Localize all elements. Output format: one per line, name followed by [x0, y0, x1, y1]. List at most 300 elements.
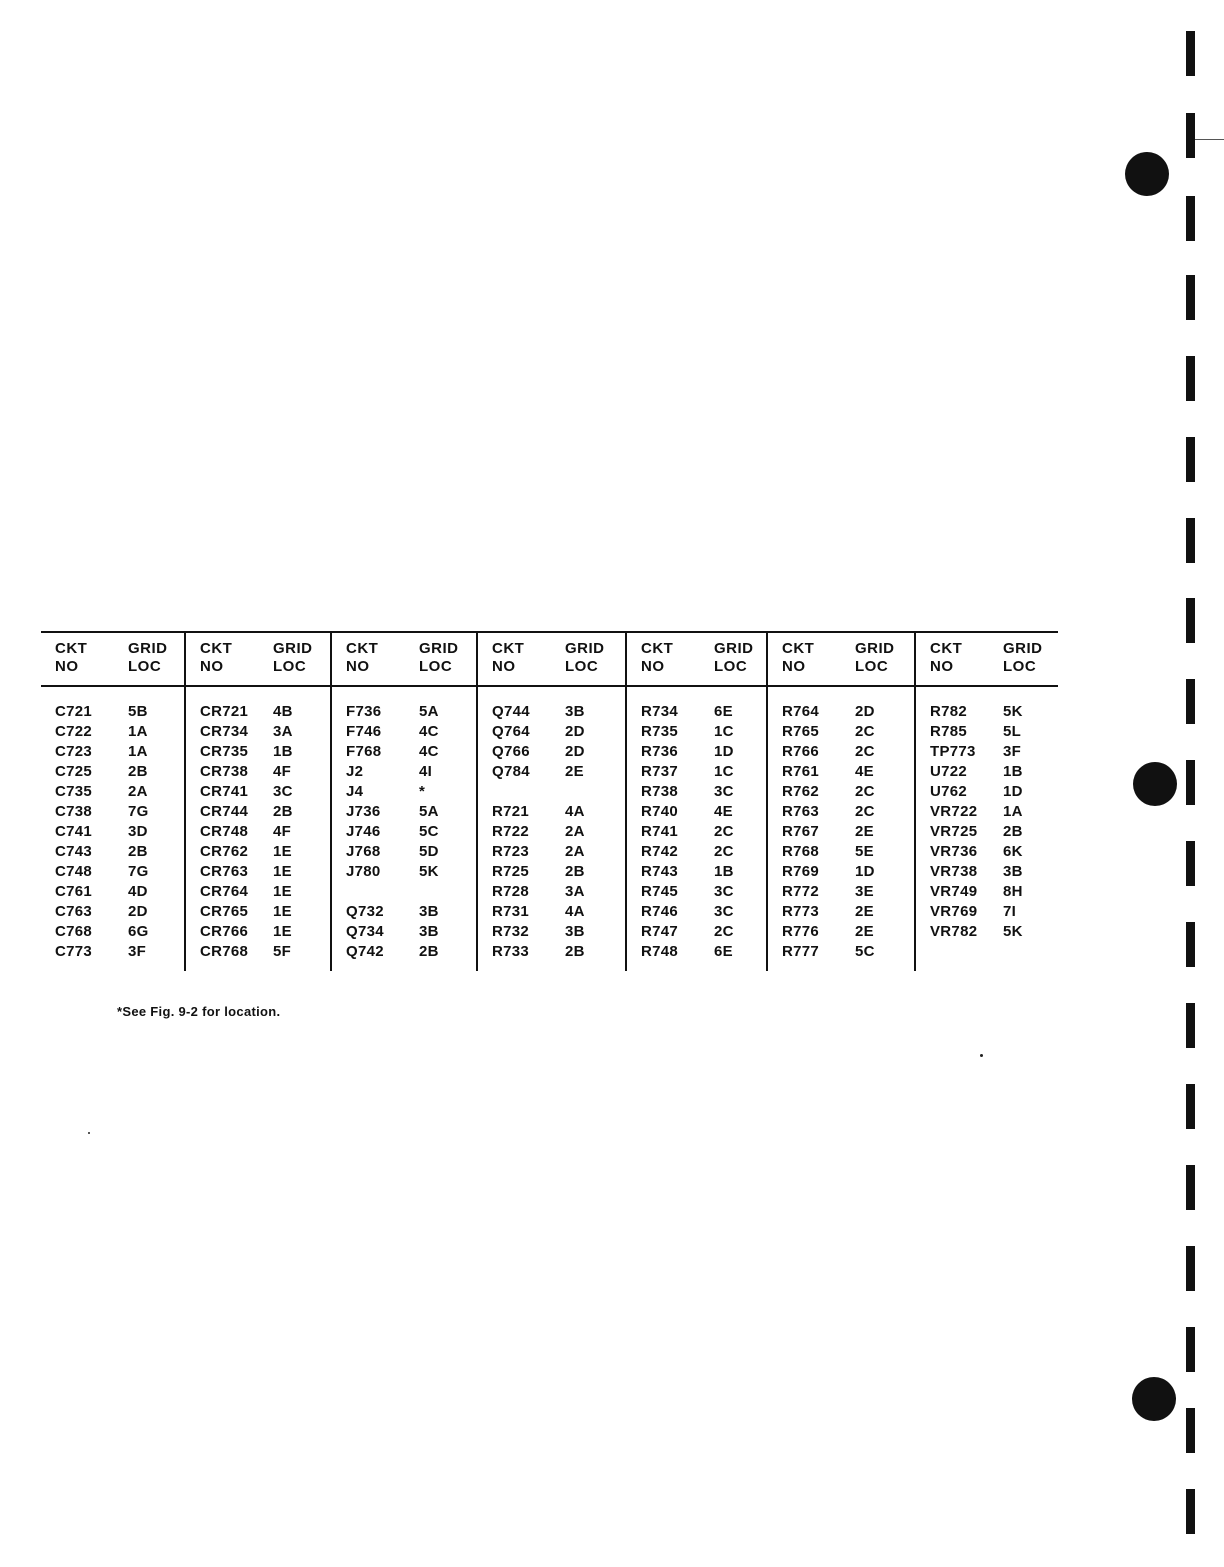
ckt-no-cell: CR765 — [200, 903, 249, 920]
table-row — [478, 942, 627, 962]
ckt-no-cell: Q742 — [346, 943, 384, 960]
binder-tab — [1186, 1003, 1195, 1048]
grid-loc-cell: 1A — [1003, 803, 1023, 820]
ckt-no-cell: CR763 — [200, 863, 249, 880]
ckt-no-cell: CR721 — [200, 703, 249, 720]
grid-loc-cell: 3A — [273, 723, 293, 740]
table-row — [332, 762, 478, 782]
ckt-no-cell: Q766 — [492, 743, 530, 760]
ckt-no-cell: R764 — [782, 703, 820, 720]
table-row — [916, 862, 1060, 882]
ckt-no-cell: R734 — [641, 703, 679, 720]
ckt-no-cell: U722 — [930, 763, 968, 780]
grid-loc-cell: 2A — [565, 823, 585, 840]
grid-loc-cell: 1D — [855, 863, 875, 880]
table-row — [768, 882, 916, 902]
binder-tab — [1186, 31, 1195, 76]
grid-loc-cell: 2C — [714, 823, 734, 840]
ckt-no-cell: R731 — [492, 903, 530, 920]
grid-loc-cell: * — [419, 783, 426, 800]
ckt-no-cell: R741 — [641, 823, 679, 840]
ckt-no-header — [346, 640, 378, 676]
table-row — [332, 902, 478, 922]
ckt-no-cell: Q764 — [492, 723, 530, 740]
table-row — [332, 822, 478, 842]
ckt-no-header — [492, 640, 524, 676]
grid-loc-cell: 5L — [1003, 723, 1022, 740]
grid-loc-cell: 1B — [273, 743, 293, 760]
table-row — [627, 782, 768, 802]
grid-loc-cell: 6G — [128, 923, 149, 940]
table-row — [478, 862, 627, 882]
grid-loc-cell: 1C — [714, 763, 734, 780]
header-line: GRID — [565, 640, 605, 657]
table-row — [332, 802, 478, 822]
header-line: GRID — [419, 640, 459, 657]
table-row — [768, 922, 916, 942]
table-rows — [627, 702, 768, 962]
table-row — [41, 862, 184, 882]
grid-loc-cell: 5C — [419, 823, 439, 840]
grid-loc-cell: 4C — [419, 743, 439, 760]
grid-loc-cell: 1D — [1003, 783, 1023, 800]
grid-loc-header — [273, 640, 313, 676]
grid-loc-cell: 2E — [855, 903, 874, 920]
table-row — [916, 822, 1060, 842]
ckt-no-cell: R728 — [492, 883, 530, 900]
grid-loc-cell: 2C — [855, 803, 875, 820]
column-group-7 — [914, 631, 1060, 971]
table-row — [768, 942, 916, 962]
ckt-no-cell: F768 — [346, 743, 382, 760]
ckt-no-cell: C722 — [55, 723, 93, 740]
table-row — [916, 842, 1060, 862]
table-row — [768, 742, 916, 762]
table-row — [627, 942, 768, 962]
grid-loc-cell: 2C — [855, 783, 875, 800]
grid-loc-cell: 5K — [419, 863, 439, 880]
table-row — [627, 882, 768, 902]
binder-tab — [1186, 1489, 1195, 1534]
ckt-no-cell: R742 — [641, 843, 679, 860]
table-row — [478, 922, 627, 942]
ckt-no-cell: R738 — [641, 783, 679, 800]
grid-loc-cell: 5E — [855, 843, 874, 860]
header-line: CKT — [641, 640, 674, 657]
grid-loc-cell: 4C — [419, 723, 439, 740]
table-row — [332, 842, 478, 862]
table-rows — [41, 702, 184, 962]
table-row — [478, 802, 627, 822]
ckt-no-cell: CR744 — [200, 803, 249, 820]
binder-tab — [1186, 437, 1195, 482]
ckt-no-header — [782, 640, 814, 676]
ckt-no-cell: R746 — [641, 903, 679, 920]
header-line: CKT — [782, 640, 815, 657]
binder-tab — [1186, 196, 1195, 241]
table-row — [332, 942, 478, 962]
table-row — [916, 782, 1060, 802]
scan-speck — [980, 1054, 983, 1057]
grid-loc-cell: 7G — [128, 803, 149, 820]
grid-loc-cell: 4F — [273, 763, 292, 780]
grid-loc-cell: 5F — [273, 943, 292, 960]
binder-tab — [1186, 760, 1195, 805]
grid-loc-cell: 5K — [1003, 923, 1023, 940]
grid-loc-cell: 1B — [1003, 763, 1023, 780]
ckt-no-cell: R745 — [641, 883, 679, 900]
header-line: NO — [641, 658, 665, 675]
ckt-no-cell: R761 — [782, 763, 820, 780]
table-row — [916, 882, 1060, 902]
column-group-5 — [625, 631, 768, 971]
grid-loc-cell: 5K — [1003, 703, 1023, 720]
table-rows — [332, 702, 478, 962]
ckt-no-cell: CR735 — [200, 743, 249, 760]
grid-loc-cell: 1E — [273, 843, 292, 860]
grid-loc-cell: 2C — [855, 723, 875, 740]
table-row — [916, 722, 1060, 742]
header-line: LOC — [714, 658, 748, 675]
table-row — [916, 802, 1060, 822]
grid-loc-cell: 1B — [714, 863, 734, 880]
header-line: LOC — [855, 658, 889, 675]
table-row — [186, 922, 332, 942]
grid-loc-cell: 4A — [565, 903, 585, 920]
ckt-no-cell: J746 — [346, 823, 381, 840]
ckt-no-cell: J736 — [346, 803, 381, 820]
grid-loc-cell: 4A — [565, 803, 585, 820]
grid-loc-cell: 5A — [419, 803, 439, 820]
table-row — [768, 842, 916, 862]
grid-loc-header — [855, 640, 895, 676]
table-row — [768, 762, 916, 782]
header-line: NO — [782, 658, 806, 675]
ckt-no-cell: J768 — [346, 843, 381, 860]
grid-loc-cell: 6K — [1003, 843, 1023, 860]
table-row — [478, 722, 627, 742]
ckt-no-cell: VR782 — [930, 923, 978, 940]
table-row — [41, 922, 184, 942]
column-group-3 — [330, 631, 478, 971]
table-row — [916, 922, 1060, 942]
grid-loc-cell: 3B — [419, 923, 439, 940]
binder-tab — [1186, 679, 1195, 724]
table-row — [186, 822, 332, 842]
ckt-no-cell: J4 — [346, 783, 364, 800]
ckt-no-cell: VR749 — [930, 883, 978, 900]
ckt-no-cell: R735 — [641, 723, 679, 740]
binder-tab — [1186, 598, 1195, 643]
table-row — [627, 842, 768, 862]
table-row — [186, 742, 332, 762]
ckt-no-cell: R737 — [641, 763, 679, 780]
table-row — [41, 842, 184, 862]
table-row — [186, 762, 332, 782]
table-row — [768, 802, 916, 822]
ckt-no-cell: R772 — [782, 883, 820, 900]
ckt-no-cell: CR738 — [200, 763, 249, 780]
table-row — [478, 902, 627, 922]
table-row — [186, 702, 332, 722]
grid-loc-cell: 4B — [273, 703, 293, 720]
table-row — [332, 862, 478, 882]
ckt-no-cell: R740 — [641, 803, 679, 820]
table-row — [41, 822, 184, 842]
ckt-no-cell: Q784 — [492, 763, 530, 780]
column-group-6 — [766, 631, 916, 971]
punch-hole — [1132, 1377, 1176, 1421]
footnote: *See Fig. 9-2 for location. — [117, 1004, 281, 1019]
ckt-no-cell: C725 — [55, 763, 93, 780]
table-row — [916, 702, 1060, 722]
punch-hole — [1133, 762, 1177, 806]
grid-loc-cell: 7I — [1003, 903, 1017, 920]
grid-loc-cell: 2A — [565, 843, 585, 860]
grid-loc-cell: 3B — [419, 903, 439, 920]
ckt-no-cell: R736 — [641, 743, 679, 760]
table-row — [627, 802, 768, 822]
grid-loc-cell: 2C — [855, 743, 875, 760]
header-line: GRID — [855, 640, 895, 657]
header-line: CKT — [55, 640, 88, 657]
grid-loc-header — [419, 640, 459, 676]
ckt-no-cell: F736 — [346, 703, 382, 720]
grid-loc-cell: 1D — [714, 743, 734, 760]
ckt-no-cell: R722 — [492, 823, 530, 840]
binder-tab — [1186, 841, 1195, 886]
grid-loc-cell: 8H — [1003, 883, 1023, 900]
header-line: CKT — [492, 640, 525, 657]
scan-speck — [88, 1132, 90, 1134]
grid-loc-cell: 2E — [565, 763, 584, 780]
header-line: LOC — [273, 658, 307, 675]
table-rows — [768, 702, 916, 962]
header-line: GRID — [128, 640, 168, 657]
grid-loc-cell: 2A — [128, 783, 148, 800]
grid-loc-cell: 4I — [419, 763, 433, 780]
grid-loc-cell: 2B — [128, 843, 148, 860]
grid-loc-cell: 4F — [273, 823, 292, 840]
ckt-no-header — [200, 640, 232, 676]
table-row — [332, 922, 478, 942]
grid-loc-cell: 3B — [1003, 863, 1023, 880]
grid-loc-cell: 2D — [565, 743, 585, 760]
ckt-no-cell: R768 — [782, 843, 820, 860]
ckt-no-cell: C748 — [55, 863, 93, 880]
table-row — [916, 902, 1060, 922]
ckt-no-cell: R769 — [782, 863, 820, 880]
grid-loc-cell: 7G — [128, 863, 149, 880]
grid-loc-cell: 3C — [714, 883, 734, 900]
table-row — [186, 942, 332, 962]
grid-loc-cell: 4E — [714, 803, 733, 820]
binder-tab — [1186, 275, 1195, 320]
table-row — [478, 762, 627, 782]
grid-loc-cell: 3C — [273, 783, 293, 800]
ckt-no-cell: CR734 — [200, 723, 249, 740]
grid-loc-cell: 2B — [565, 943, 585, 960]
ckt-no-cell: R743 — [641, 863, 679, 880]
grid-loc-cell: 4D — [128, 883, 148, 900]
table-row — [41, 882, 184, 902]
header-line: LOC — [1003, 658, 1037, 675]
table-row — [478, 742, 627, 762]
ckt-no-cell: VR738 — [930, 863, 978, 880]
grid-loc-cell: 2B — [419, 943, 439, 960]
ckt-no-cell: CR748 — [200, 823, 249, 840]
ckt-no-header — [930, 640, 962, 676]
ckt-no-cell: R767 — [782, 823, 820, 840]
grid-loc-cell: 1A — [128, 723, 148, 740]
table-row — [627, 702, 768, 722]
table-row — [186, 882, 332, 902]
column-group-2 — [184, 631, 332, 971]
ckt-no-cell: R785 — [930, 723, 968, 740]
table-row — [916, 742, 1060, 762]
ckt-no-cell: R782 — [930, 703, 968, 720]
ckt-no-cell: R776 — [782, 923, 820, 940]
table-row — [478, 842, 627, 862]
grid-loc-cell: 1C — [714, 723, 734, 740]
grid-loc-cell: 2C — [714, 843, 734, 860]
binder-tab — [1186, 113, 1195, 158]
grid-loc-header — [565, 640, 605, 676]
binder-tab — [1186, 1327, 1195, 1372]
column-group-4 — [476, 631, 627, 971]
column-group-1 — [41, 631, 184, 971]
header-line: LOC — [419, 658, 453, 675]
grid-loc-cell: 2C — [714, 923, 734, 940]
binder-tab — [1186, 922, 1195, 967]
ckt-no-header — [641, 640, 673, 676]
ckt-no-cell: CR768 — [200, 943, 249, 960]
table-rows — [916, 702, 1060, 942]
table-rows — [186, 702, 332, 962]
header-line: GRID — [273, 640, 313, 657]
punch-hole — [1125, 152, 1169, 196]
grid-loc-cell: 5B — [128, 703, 148, 720]
table-row — [332, 722, 478, 742]
grid-loc-cell: 4E — [855, 763, 874, 780]
ckt-no-cell: VR769 — [930, 903, 978, 920]
grid-loc-cell: 2D — [128, 903, 148, 920]
grid-loc-cell: 3C — [714, 903, 734, 920]
ckt-no-cell: C763 — [55, 903, 93, 920]
ckt-no-cell: VR736 — [930, 843, 978, 860]
table-row — [186, 842, 332, 862]
table-row — [41, 722, 184, 742]
ckt-no-cell: F746 — [346, 723, 382, 740]
table-row — [627, 722, 768, 742]
ckt-no-cell: R721 — [492, 803, 530, 820]
table-row — [41, 802, 184, 822]
grid-loc-cell: 2E — [855, 823, 874, 840]
ckt-no-cell: R723 — [492, 843, 530, 860]
table-row — [332, 702, 478, 722]
header-line: LOC — [565, 658, 599, 675]
grid-loc-cell: 3F — [1003, 743, 1022, 760]
ckt-no-cell: R747 — [641, 923, 679, 940]
table-row — [332, 882, 478, 902]
ckt-no-cell: C735 — [55, 783, 93, 800]
table-row — [186, 782, 332, 802]
grid-loc-cell: 3E — [855, 883, 874, 900]
grid-loc-cell: 5C — [855, 943, 875, 960]
grid-loc-cell: 6E — [714, 943, 733, 960]
grid-loc-cell: 2D — [565, 723, 585, 740]
ckt-no-header — [55, 640, 87, 676]
table-row — [478, 782, 627, 802]
ckt-no-cell: U762 — [930, 783, 968, 800]
table-row — [41, 902, 184, 922]
table-row — [916, 762, 1060, 782]
ckt-no-cell: R762 — [782, 783, 820, 800]
header-line: NO — [200, 658, 224, 675]
header-line: CKT — [200, 640, 233, 657]
ckt-no-cell: VR725 — [930, 823, 978, 840]
ckt-no-cell: C723 — [55, 743, 93, 760]
table-row — [41, 762, 184, 782]
ckt-no-cell: TP773 — [930, 743, 976, 760]
ckt-no-cell: C768 — [55, 923, 93, 940]
ckt-no-cell: J780 — [346, 863, 381, 880]
ckt-no-cell: Q734 — [346, 923, 384, 940]
ckt-no-cell: R725 — [492, 863, 530, 880]
table-row — [627, 822, 768, 842]
table-row — [186, 722, 332, 742]
margin-tick — [1195, 139, 1224, 140]
table-row — [332, 782, 478, 802]
header-line: LOC — [128, 658, 162, 675]
ckt-no-cell: C741 — [55, 823, 93, 840]
grid-loc-cell: 3F — [128, 943, 147, 960]
table-rows — [478, 702, 627, 962]
table-row — [186, 902, 332, 922]
grid-loc-cell: 2B — [1003, 823, 1023, 840]
header-line: NO — [55, 658, 79, 675]
grid-loc-cell: 3A — [565, 883, 585, 900]
table-row — [768, 822, 916, 842]
ckt-no-cell: C773 — [55, 943, 93, 960]
grid-loc-cell: 5D — [419, 843, 439, 860]
grid-loc-cell: 2B — [273, 803, 293, 820]
table-row — [41, 782, 184, 802]
ckt-no-cell: R766 — [782, 743, 820, 760]
grid-loc-cell: 1E — [273, 903, 292, 920]
table-row — [41, 742, 184, 762]
ckt-no-cell: VR722 — [930, 803, 978, 820]
ckt-no-cell: C743 — [55, 843, 93, 860]
grid-loc-header — [1003, 640, 1043, 676]
table-row — [768, 862, 916, 882]
table-row — [186, 802, 332, 822]
table-row — [186, 862, 332, 882]
ckt-no-cell: CR762 — [200, 843, 249, 860]
ckt-no-cell: C761 — [55, 883, 93, 900]
binder-tab — [1186, 1246, 1195, 1291]
table-row — [627, 762, 768, 782]
grid-loc-cell: 1A — [128, 743, 148, 760]
ckt-no-cell: R733 — [492, 943, 530, 960]
grid-loc-cell: 6E — [714, 703, 733, 720]
grid-loc-cell: 3D — [128, 823, 148, 840]
table-row — [768, 702, 916, 722]
table-row — [627, 862, 768, 882]
header-line: NO — [930, 658, 954, 675]
grid-loc-cell: 1E — [273, 923, 292, 940]
table-row — [768, 902, 916, 922]
